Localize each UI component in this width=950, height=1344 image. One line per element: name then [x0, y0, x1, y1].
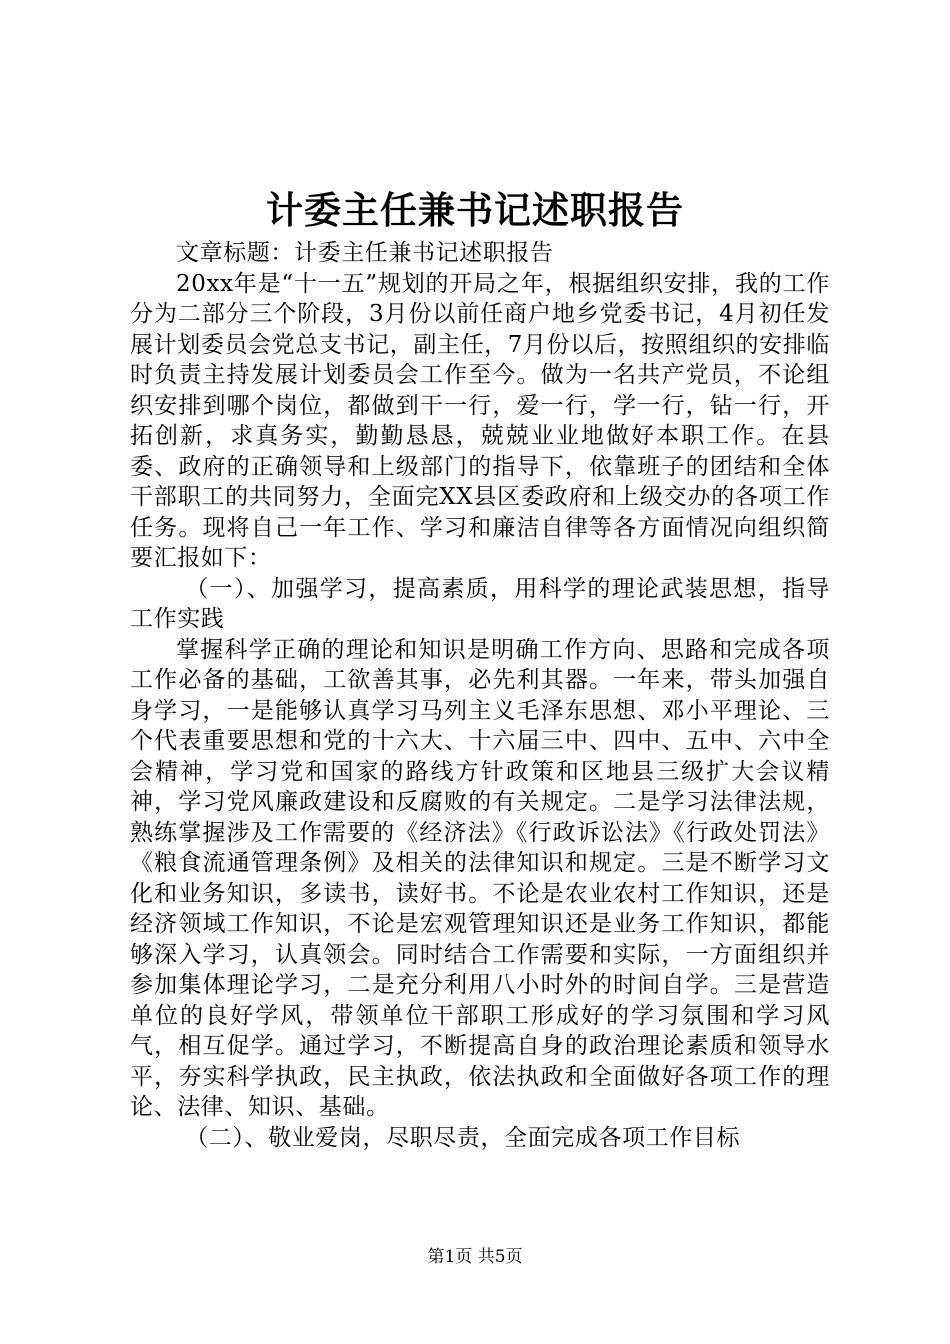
- document-title: 计委主任兼书记述职报告: [266, 188, 684, 232]
- section-heading-1: （一）、加强学习，提高素质，用科学的理论武装思想，指导工作实践: [130, 575, 830, 632]
- article-title-line: 文章标题：计委主任兼书记述职报告: [176, 240, 554, 266]
- document-body: [130, 238, 830, 1153]
- page-footer: 第1页 共5页: [427, 1247, 523, 1267]
- intro-paragraph: 20xx年是“十一五”规划的开局之年，根据组织安排，我的工作分为二部分三个阶段，3月份以前任商户地乡党委书记，4月初任发展计划委员会党总支书记，副主任，7月份以后，按照组织的安排临时负责主持发展计划委员会工作至今。做为一名共产党员，不论组织安排到哪个岗位，都做到干一行，爱一行，学一行，钻一行，开拓创新，求真务实，勤勤恳恳，兢兢业业地做好本职工作。在县委、政府的正确领导和上级部门的指导下，依靠班子的团结和全体干部职工的共同努力，全面完XX县区委政府和上级交办的各项工作任务。现将自己一年工作、学习和廉洁自律等各方面情况向组织简要汇报如下：: [130, 270, 830, 571]
- study-paragraph: 掌握科学正确的理论和知识是明确工作方向、思路和完成各项工作必备的基础，工欲善其事，必先利其器。一年来，带头加强自身学习，一是能够认真学习马列主义毛泽东思想、邓小平理论、三个代表重要思想和党的十六大、十六届三中、四中、五中、六中全会精神，学习党和国家的路线方针政策和区地县三级扩大会议精神，学习党风廉政建设和反腐败的有关规定。二是学习法律法规，熟练掌握涉及工作需要的《经济法》《行政诉讼法》《行政处罚法》《粮食流通管理条例》及相关的法律知识和规定。三是不断学习文化和业务知识，多读书，读好书。不论是农业农村工作知识，还是经济领域工作知识，不论是宏观管理知识还是业务工作知识，都能够深入学习，认真领会。同时结合工作需要和实际，一方面组织并参加集体理论学习，二是充分利用八小时外的时间自学。三是营造单位的良好学风，带领单位干部职工形成好的学习氛围和学习风气，相互促学。通过学习，不断提高自身的政治理论素质和领导水平，夯实科学执政，民主执政，依法执政和全面做好各项工作的理论、法律、知识、基础。: [130, 636, 830, 1120]
- section-heading-2: （二）、敬业爱岗，尽职尽责，全面完成各项工作目标: [185, 1124, 741, 1151]
